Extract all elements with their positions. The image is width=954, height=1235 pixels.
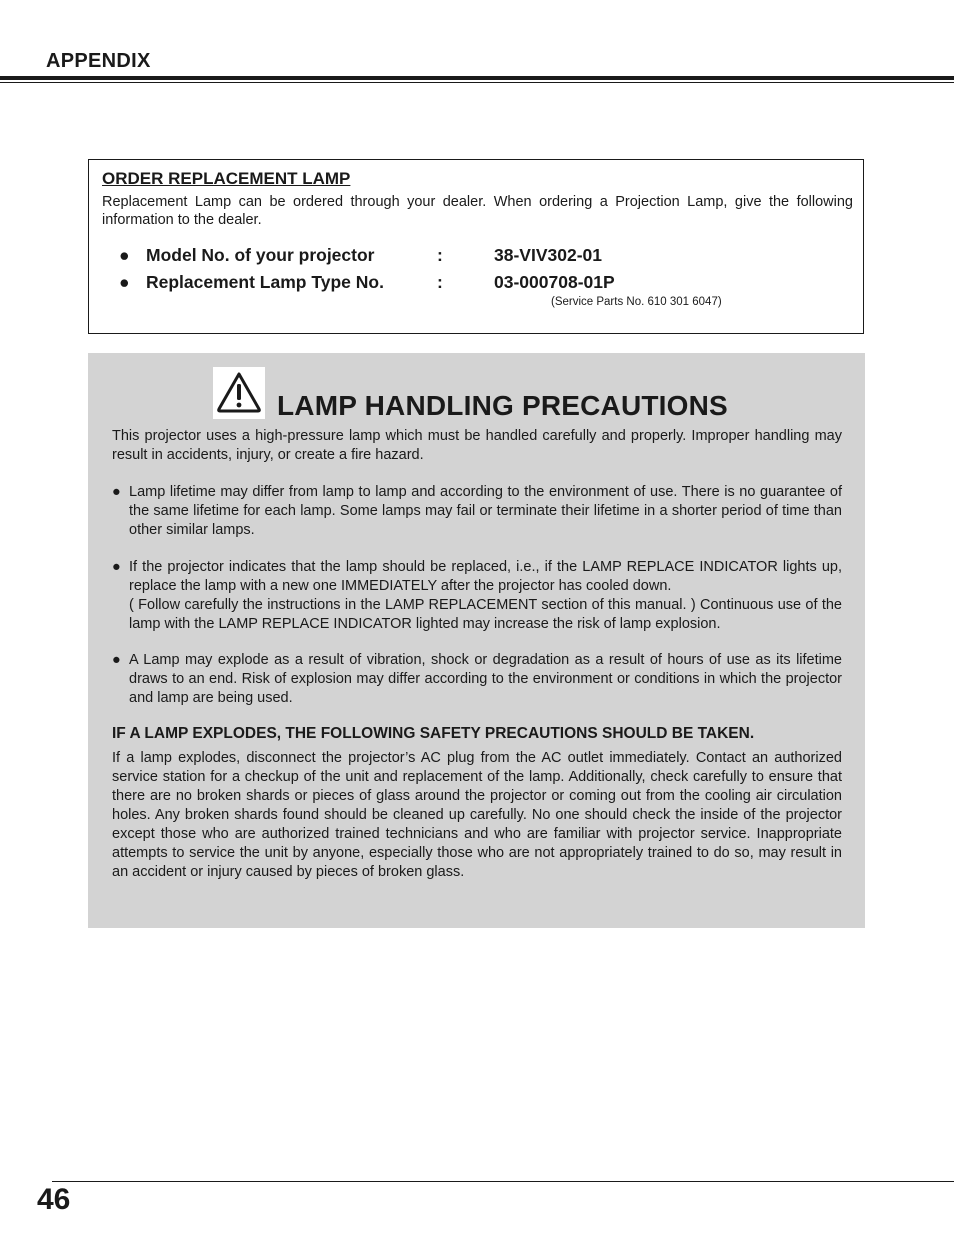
header-rule-thin: [0, 82, 954, 83]
bullet-dot: ●: [112, 559, 121, 575]
precautions-intro: This projector uses a high-pressure lamp which must be handled carefully and properly. Improper handling may result in accidents, injury, or create a fire hazard.: [112, 428, 842, 463]
spec-value: 03-000708-01P: [494, 272, 615, 292]
list-item: [112, 558, 842, 634]
spec-label: Replacement Lamp Type No.: [146, 272, 384, 292]
explosion-text: If a lamp explodes, disconnect the projector’s AC plug from the AC outlet immediately. Contact an authorized service station for a checkup of the unit and replacement of the lamp. Additionally, check carefully to ensure that there are no broken shards or pieces of glass around the projector or coming out from the cooling air circulation holes. Any broken shards found should be cleaned up carefully. No one should check the inside of the projector except those who are authorized trained technicians and who are familiar with projector service. Inappropriate attempts to service the unit by anyone, especially those who are not appropriately trained to do so, may result in an accident or injury caused by pieces of broken glass.: [112, 750, 842, 880]
bullet-text-group: [129, 558, 842, 634]
page-number: 46: [37, 1183, 71, 1216]
list-item: [112, 483, 842, 540]
footer-rule: [52, 1181, 954, 1182]
header-rule-thick: [0, 76, 954, 80]
explosion-heading: IF A LAMP EXPLODES, THE FOLLOWING SAFETY PRECAUTIONS SHOULD BE TAKEN.: [112, 725, 755, 742]
spec-colon: :: [437, 245, 443, 265]
bullet-dot: ●: [112, 484, 121, 500]
spec-label: Model No. of your projector: [146, 245, 375, 265]
bullet-text: Lamp lifetime may differ from lamp to lamp and according to the environment of use. There is no guarantee of the same lifetime for each lamp. Some lamps may fail or terminate their lifetime in a shorter period of time than other similar lamps.: [129, 484, 842, 538]
bullet-text: If the projector indicates that the lamp should be replaced, i.e., if the LAMP REPLACE INDICATOR lights up, replace the lamp with a new one IMMEDIATELY after the projector has cooled down.: [129, 559, 842, 594]
spec-colon: :: [437, 272, 443, 292]
bullet-text-continued: ( Follow carefully the instructions in the LAMP REPLACEMENT section of this manual. ) Continuous use of the lamp with the LAMP REPLACE INDICATOR lighted may increase the risk of lamp explosion.: [129, 597, 842, 632]
lamp-handling-precautions-box: [88, 353, 865, 928]
order-title: ORDER REPLACEMENT LAMP: [102, 169, 351, 188]
list-item: [112, 651, 842, 708]
lamp-precautions-title: LAMP HANDLING PRECAUTIONS: [277, 390, 728, 421]
section-title: APPENDIX: [46, 50, 151, 72]
service-parts-note: (Service Parts No. 610 301 6047): [551, 296, 722, 308]
spec-value: 38-VIV302-01: [494, 245, 602, 265]
bullet-dot: ●: [112, 652, 121, 668]
warning-triangle-icon: [213, 367, 265, 419]
bullet-dot: ●: [119, 245, 130, 265]
bullet-text: A Lamp may explode as a result of vibration, shock or degradation as a result of hours of use as its lifetime draws to an end. Risk of explosion may differ according to the environment or conditions in which the projector and lamp are being used.: [129, 652, 842, 706]
order-replacement-lamp-box: [88, 159, 864, 334]
bullet-dot: ●: [119, 272, 130, 292]
order-description: Replacement Lamp can be ordered through your dealer. When ordering a Projection Lamp, give the following information to the dealer.: [102, 194, 853, 228]
